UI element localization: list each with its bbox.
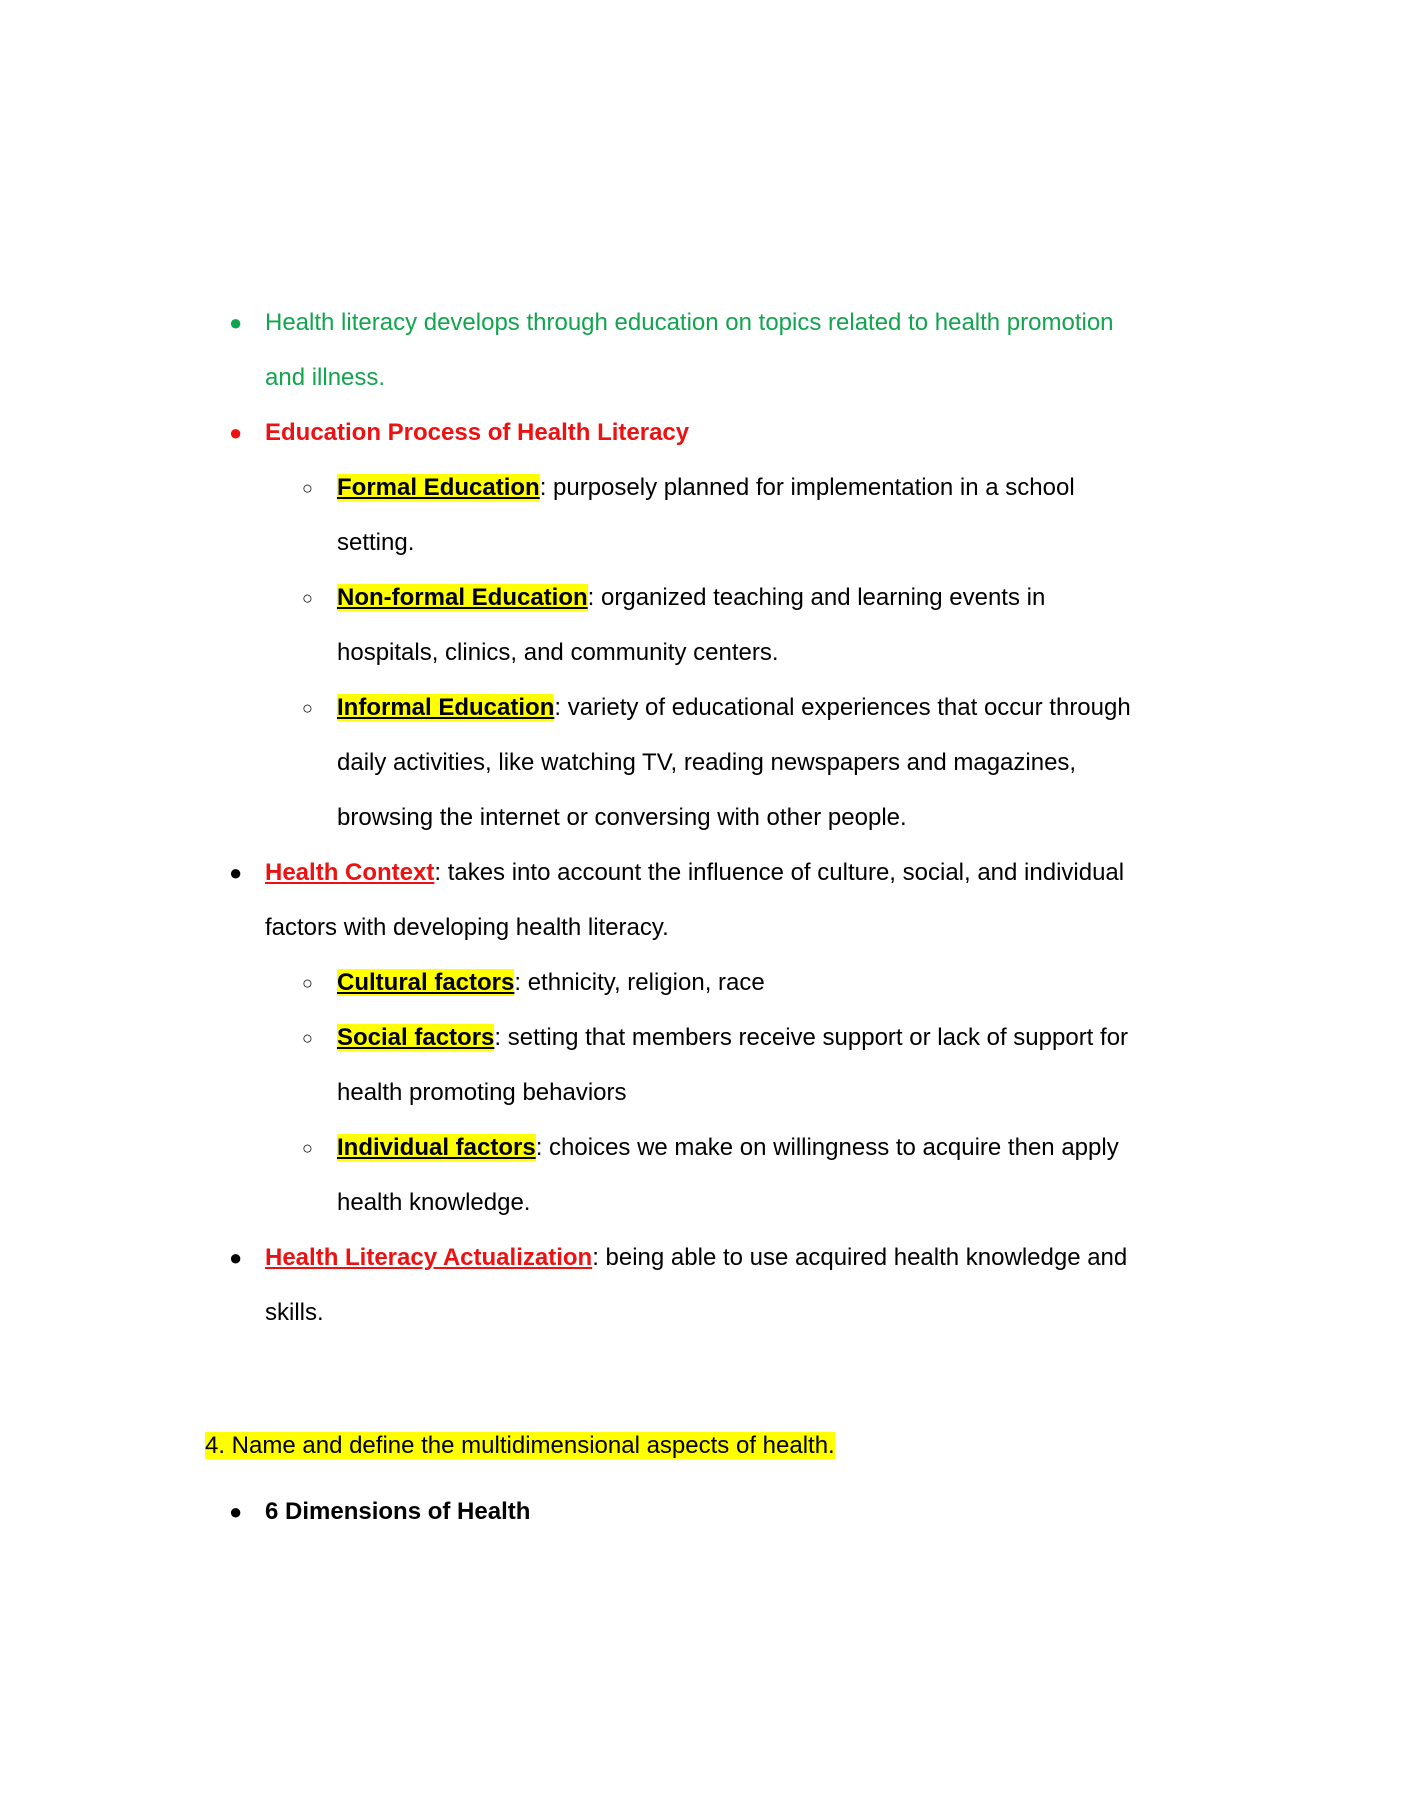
nonformal-term: Non-formal Education bbox=[337, 584, 588, 611]
dimensions-heading: 6 Dimensions of Health bbox=[265, 1498, 531, 1525]
informal-def-1: : variety of educational experiences that occur through bbox=[554, 694, 1131, 721]
actualization-def-1: : being able to use acquired health knowledge and bbox=[592, 1244, 1128, 1271]
formal-line-1 bbox=[337, 474, 1075, 502]
context-def-1: : takes into account the influence of culture, social, and individual bbox=[434, 859, 1125, 886]
informal-term: Informal Education bbox=[337, 694, 555, 721]
individual-def-1: : choices we make on willingness to acquire then apply bbox=[535, 1134, 1119, 1161]
question-4-text: 4. Name and define the multidimensional aspects of health. bbox=[205, 1432, 835, 1459]
social-def-2: health promoting behaviors bbox=[337, 1079, 627, 1106]
informal-def-3: browsing the internet or conversing with other people. bbox=[337, 804, 907, 831]
intro-line-2: and illness. bbox=[265, 364, 386, 391]
bullet-formal: ○ bbox=[302, 478, 313, 498]
bullet-intro: ● bbox=[229, 310, 243, 335]
cultural-def-1: : ethnicity, religion, race bbox=[514, 969, 765, 996]
bullet-nonformal: ○ bbox=[302, 588, 313, 608]
cultural-line-1 bbox=[337, 969, 765, 997]
bullet-cultural: ○ bbox=[302, 973, 313, 993]
actualization-def-2: skills. bbox=[265, 1299, 324, 1326]
bullet-context: ● bbox=[229, 860, 243, 885]
formal-def-1: : purposely planned for implementation in a school bbox=[539, 474, 1075, 501]
nonformal-line-1 bbox=[337, 584, 1045, 612]
nonformal-def-1: : organized teaching and learning events in bbox=[587, 584, 1046, 611]
social-term: Social factors bbox=[337, 1024, 495, 1051]
context-term: Health Context bbox=[265, 859, 435, 886]
bullet-social: ○ bbox=[302, 1028, 313, 1048]
individual-term: Individual factors bbox=[337, 1134, 536, 1161]
question-4 bbox=[205, 1432, 835, 1460]
formal-def-2: setting. bbox=[337, 529, 415, 556]
actualization-term: Health Literacy Actualization bbox=[265, 1244, 593, 1271]
context-def-2: factors with developing health literacy. bbox=[265, 914, 669, 941]
context-line-1 bbox=[265, 859, 1124, 887]
bullet-education-heading: ● bbox=[229, 420, 243, 445]
informal-line-1 bbox=[337, 694, 1131, 722]
social-def-1: : setting that members receive support or lack of support for bbox=[494, 1024, 1129, 1051]
actualization-line-1 bbox=[265, 1244, 1127, 1272]
bullet-individual: ○ bbox=[302, 1138, 313, 1158]
social-line-1 bbox=[337, 1024, 1128, 1052]
individual-line-1 bbox=[337, 1134, 1119, 1162]
education-heading: Education Process of Health Literacy bbox=[265, 419, 690, 446]
bullet-informal: ○ bbox=[302, 698, 313, 718]
formal-term: Formal Education bbox=[337, 474, 540, 501]
informal-def-2: daily activities, like watching TV, reading newspapers and magazines, bbox=[337, 749, 1077, 776]
intro-line-1: Health literacy develops through education on topics related to health promotion bbox=[265, 309, 1114, 336]
individual-def-2: health knowledge. bbox=[337, 1189, 531, 1216]
nonformal-def-2: hospitals, clinics, and community centers. bbox=[337, 639, 779, 666]
bullet-actualization: ● bbox=[229, 1245, 243, 1270]
cultural-term: Cultural factors bbox=[337, 969, 515, 996]
bullet-dimensions: ● bbox=[229, 1499, 243, 1524]
